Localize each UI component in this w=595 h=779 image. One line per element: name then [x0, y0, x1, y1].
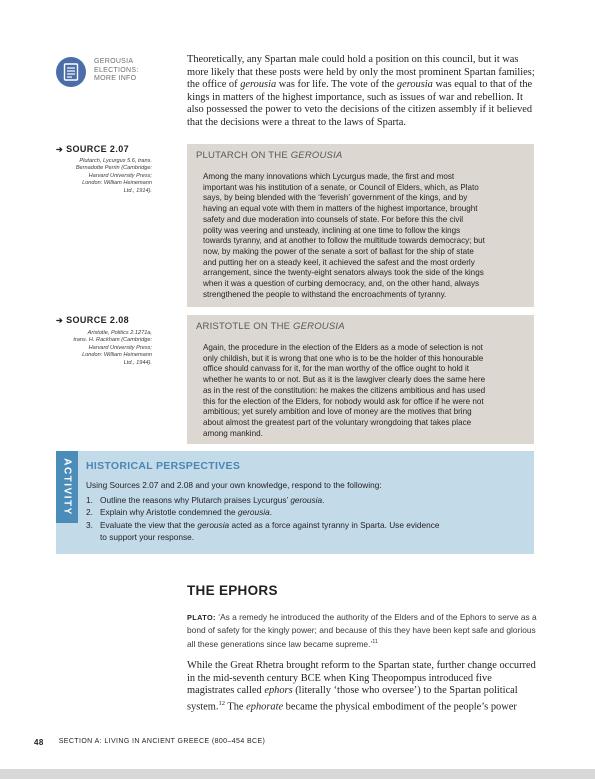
source-line: and putting her on a steady keel, it achieved the safest and the most orderly: [203, 257, 475, 267]
page-footer: [34, 738, 265, 747]
source-line: this for the election of the Elders, for nobody would ask for office if he were not: [203, 396, 484, 406]
source-line: office should canvass for it, for the man worthy of the office ought to hold it: [203, 364, 470, 374]
source-line: arrangement, since the twenty-eight senators always took the side of the kings: [203, 268, 484, 278]
source-line: Among the many innovations which Lycurgus made, the first and most: [203, 172, 455, 181]
note-label-line: MORE INFO: [94, 75, 137, 83]
activity-title: HISTORICAL PERSPECTIVES: [86, 460, 241, 472]
italic-term: gerousia: [197, 519, 230, 530]
source-line: as in the rest of the constitution: he makes the citizens ambitious and has used: [203, 385, 486, 395]
italic-term: ephors: [264, 685, 293, 696]
source-207-box: [187, 144, 534, 307]
text-run: (literally ‘those who oversee’) to the Spartan political system.: [187, 685, 518, 712]
source-208-text: [203, 343, 522, 439]
text-run: was for life. The vote of the: [276, 79, 397, 90]
source-line: important was his institution of a senate, or Council of Elders, which, as Plato: [203, 182, 479, 192]
gerousia-elections-note-label[interactable]: [94, 58, 164, 84]
footnote-ref[interactable]: 12: [218, 699, 225, 707]
arrow-right-icon: ➔: [56, 315, 64, 325]
text-run: was equal to that of the kings in matters of the highest importance, such as issues of war and rebellion. It also possessed the power to veto the decisions of the citizen assembly if it believed that the decisions were a threat to the laws of Sparta.: [187, 79, 533, 128]
source-line: about almost the greatest part of the voluntary wrongdoing that takes place: [203, 417, 472, 427]
source-line: ambitious; yet surely ambition and love of money are the motives that bring: [203, 407, 472, 417]
source-207-heading-text: SOURCE 2.07: [66, 144, 130, 154]
source-207-title: [196, 150, 342, 161]
activity-item-number: 2.: [86, 507, 93, 518]
source-208-title-prefix: ARISTOTLE ON THE: [196, 321, 294, 332]
activity-item-number: [86, 531, 100, 543]
bottom-band: [0, 769, 595, 779]
source-line: Again, the procedure in the election of the Elders as a mode of selection is not: [203, 343, 483, 352]
gerousia-elections-note-button[interactable]: [56, 57, 86, 87]
document-icon: [63, 63, 79, 81]
italic-term: gerousia: [240, 79, 277, 90]
activity-item: [86, 506, 526, 518]
activity-box: [56, 451, 534, 554]
footer-section: SECTION A: LIVING IN ANCIENT GREECE (800–454 BCE): [58, 738, 266, 745]
plato-label: PLATO:: [187, 613, 216, 622]
text-run: Outline the reasons why Plutarch praises Lycurgus’: [100, 495, 291, 505]
citation-line: London: William Heinemann: [82, 352, 152, 359]
citation-line: Aristotle, Politics 2.1271a,: [87, 330, 152, 336]
source-208-title-em: GEROUSIA: [293, 321, 345, 332]
source-207-text: [203, 172, 522, 300]
citation-line: Harvard University Press;: [88, 172, 152, 179]
activity-item-text: [100, 531, 194, 543]
activity-item: [86, 519, 526, 531]
text-run: Explain why Aristotle condemned the: [100, 507, 238, 518]
source-line: says, by being blended with the ‘feverish’ government of the kings, and by: [203, 193, 468, 203]
footnote-ref-11[interactable]: 11: [372, 639, 378, 645]
source-208-heading-text: SOURCE 2.08: [66, 315, 130, 325]
ephors-paragraph: [187, 660, 536, 713]
text-run: .: [322, 495, 325, 505]
activity-item-number: 1.: [86, 495, 93, 505]
text-run: acted as a force against tyranny in Sparta. Use evidence: [229, 519, 440, 530]
text-run: Evaluate the view that the: [100, 519, 198, 530]
source-line: strengthened the people to withstand the encroachments of tyranny.: [203, 289, 447, 299]
note-label-line: ELECTIONS:: [94, 66, 139, 74]
italic-term: ephorate: [246, 700, 284, 712]
source-208-title: [196, 321, 345, 332]
citation-line: London: William Heinemann: [82, 180, 152, 187]
text-run: .: [269, 507, 273, 518]
source-line: towards tyranny, and at another to follow the multitude towards democracy; but: [203, 236, 485, 246]
activity-tab-label: ACTIVITY: [61, 458, 73, 516]
text-run: While the Great Rhetra brought reform to the Spartan state, further change occurred in the mid-seventh century BCE when King Theopompus introduced five magistrates called: [187, 660, 536, 696]
text-run: to support your response.: [100, 532, 195, 543]
intro-paragraph: [187, 54, 535, 129]
italic-term: gerousia: [290, 495, 323, 505]
source-208-heading: [56, 315, 129, 325]
text-run: became the physical embodiment of the people’s power: [283, 700, 517, 712]
citation-line: Harvard University Press;: [88, 344, 152, 351]
source-line: polity was veering and unsteady, inclining at one time to follow the kings: [203, 225, 461, 235]
source-line: safety and due moderation into counsels of state. For before this the civil: [203, 214, 464, 224]
citation-line: Plutarch, Lycurgus 5.6, trans.: [79, 158, 152, 164]
text-run: Theoretically, any Spartan male could hold a position on this council, but it was more likely that these posts were held by only the most prominent Spartan families; the office of: [187, 54, 535, 90]
activity-item-text: [100, 519, 439, 531]
activity-item-text: [100, 494, 324, 506]
italic-term: gerousia: [396, 79, 433, 90]
activity-item-number: 3.: [86, 519, 93, 530]
citation-line: trans. H. Rackham (Cambridge:: [73, 337, 152, 344]
plato-quote-text: ‘As a remedy he introduced the authority of the Elders and of the Ephors to serve as a bond of safety for the kingly power; and because of this they have been kept safe and glorious all these generations since law became supreme.’: [187, 612, 537, 649]
citation-line: Ltd., 1914).: [123, 187, 152, 194]
text-run: The: [224, 700, 247, 712]
source-line: whether he wants to or not. But as it is the lawgiver clearly does the same here: [203, 375, 486, 385]
activity-item: [86, 531, 526, 543]
source-line: only childish, but it is wrong that one who is to be the holder of this honourable: [203, 353, 484, 363]
section-heading-ephors: THE EPHORS: [187, 583, 278, 598]
italic-term: gerousia: [237, 507, 270, 518]
citation-line: Bernadotte Perrin (Cambridge:: [75, 165, 152, 172]
activity-item-text: [100, 506, 272, 518]
arrow-right-icon: ➔: [56, 144, 64, 154]
page-number: 48: [34, 738, 44, 747]
plato-quote: [187, 611, 537, 650]
citation-line: Ltd., 1944).: [123, 359, 152, 366]
source-207-title-prefix: PLUTARCH ON THE: [196, 150, 291, 161]
source-207-heading: [56, 144, 129, 154]
source-207-citation: [55, 158, 152, 195]
source-208-citation: [55, 330, 152, 367]
source-line: when it was a question of curbing democracy, and, on the other hand, always: [203, 279, 480, 289]
source-line: having an equal vote with them in matters of the highest importance, brought: [203, 204, 478, 214]
source-line: among mankind.: [203, 428, 263, 438]
activity-list: [86, 494, 526, 544]
activity-item: [86, 494, 526, 506]
source-line: now, by making the power of the senate a sort of ballast for the ship of state: [203, 246, 474, 256]
source-208-box: [187, 315, 534, 444]
activity-tab: [56, 451, 78, 523]
source-207-title-em: GEROUSIA: [290, 150, 343, 161]
activity-intro: Using Sources 2.07 and 2.08 and your own knowledge, respond to the following:: [86, 480, 382, 490]
note-label-line: GEROUSIA: [94, 58, 134, 65]
